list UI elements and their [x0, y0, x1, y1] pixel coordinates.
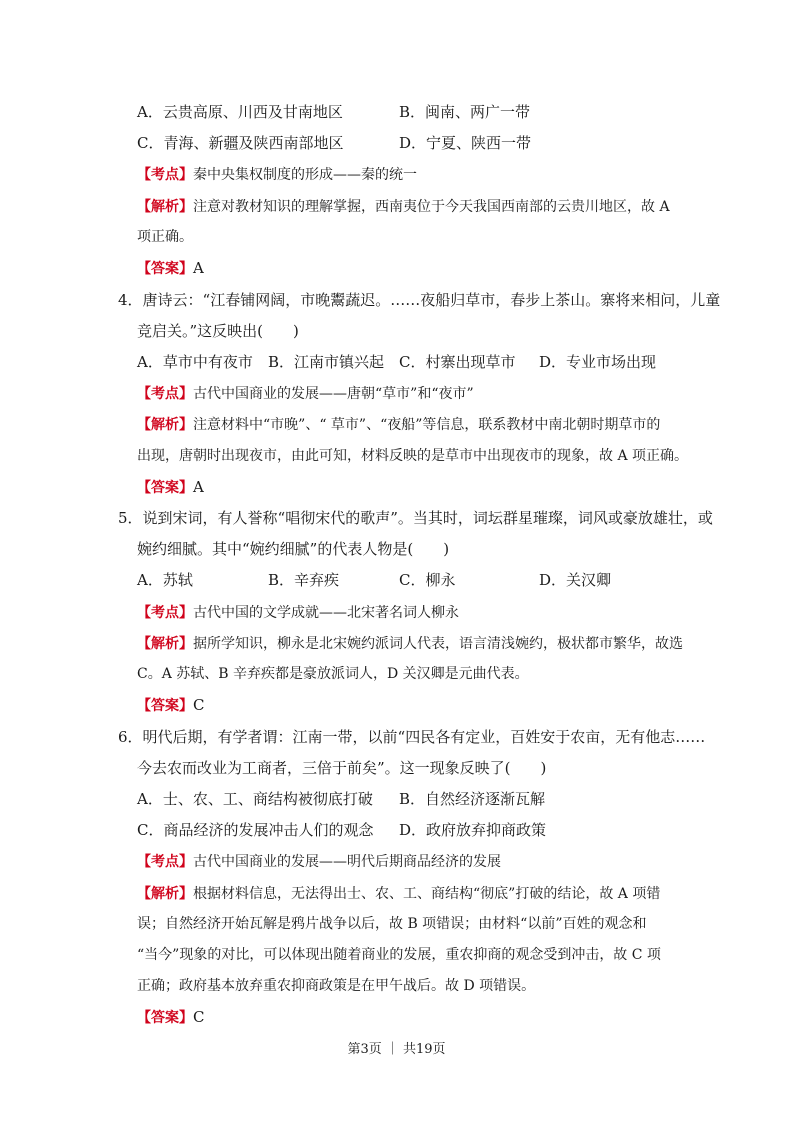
page-footer: 第3页 ｜ 共19页	[347, 1042, 446, 1057]
kaodian-text: 秦中央集权制度的形成——秦的统一	[193, 167, 417, 183]
q6-option-b: B．自然经济逐渐瓦解	[399, 790, 546, 808]
q4-kaodian	[137, 383, 474, 404]
answer-value: A	[193, 259, 204, 277]
kaodian-label: 【考点】	[137, 854, 193, 870]
jiexi-line: “当今”现象的对比，可以体现出随着商业的发展，重农抑商的观念受到冲击，故 C 项	[137, 947, 661, 963]
q4-option-d: D．专业市场出现	[539, 353, 657, 371]
q3-kaodian	[137, 164, 417, 185]
jiexi-label: 【解析】	[137, 636, 193, 652]
q5-stem-line: 婉约细腻。其中“婉约细腻”的代表人物是( )	[137, 540, 450, 558]
kaodian-label: 【考点】	[137, 167, 193, 183]
q5-jiexi	[137, 633, 683, 654]
q5-option-d: D．关汉卿	[539, 571, 612, 589]
jiexi-line: 注意材料中“市晚”、“ 草市”、“夜船”等信息，联系教材中南北朝时期草市的	[193, 417, 661, 433]
q4-stem-line: 4．唐诗云：“江春铺网阔，市晚鬻蔬迟。……夜船归草市，春步上茶山。寨将来相问，儿童	[118, 291, 721, 309]
q6-answer	[137, 1007, 204, 1028]
q3-jiexi	[137, 196, 670, 217]
q3-option-c: C．青海、新疆及陕西南部地区	[137, 134, 344, 152]
q6-stem-line: 6．明代后期，有学者谓：江南一带，以前“四民各有定业，百姓安于农亩，无有他志……	[118, 728, 706, 746]
q3-answer	[137, 258, 204, 279]
q3-option-a: A．云贵高原、川西及甘南地区	[137, 103, 343, 121]
kaodian-text: 古代中国商业的发展——明代后期商品经济的发展	[193, 854, 501, 870]
answer-label: 【答案】	[137, 698, 193, 714]
q5-option-a: A．苏轼	[137, 571, 193, 589]
q6-option-c: C．商品经济的发展冲击人们的观念	[137, 821, 374, 839]
jiexi-label: 【解析】	[137, 199, 193, 215]
q4-option-b: B．江南市镇兴起	[268, 353, 385, 371]
answer-value: C	[193, 696, 205, 714]
jiexi-line: 注意对教材知识的理解掌握，西南夷位于今天我国西南部的云贵川地区，故 A	[193, 199, 670, 215]
q6-jiexi	[137, 883, 660, 904]
q6-option-d: D．政府放弃抑商政策	[399, 821, 547, 839]
q5-option-c: C．柳永	[399, 571, 456, 589]
jiexi-line: 项正确。	[137, 229, 193, 245]
kaodian-label: 【考点】	[137, 605, 193, 621]
q5-kaodian	[137, 602, 459, 623]
answer-value: C	[193, 1008, 205, 1026]
jiexi-line: 出现，唐朝时出现夜市，由此可知，材料反映的是草市中出现夜市的现象，故 A 项正确。	[137, 448, 689, 464]
jiexi-line: 误；自然经济开始瓦解是鸦片战争以后，故 B 项错误；由材料“以前”百姓的观念和	[137, 916, 647, 932]
answer-label: 【答案】	[137, 1010, 193, 1026]
q4-option-a: A．草市中有夜市	[137, 353, 253, 371]
q4-option-c: C．村寨出现草市	[399, 353, 516, 371]
q3-option-d: D．宁夏、陕西一带	[399, 134, 532, 152]
jiexi-line: 正确；政府基本放弃重农抑商政策是在甲午战后。故 D 项错误。	[137, 978, 536, 994]
jiexi-line: 据所学知识，柳永是北宋婉约派词人代表，语言清浅婉约，极状都市繁华，故选	[193, 636, 683, 652]
q6-stem-line: 今去农而改业为工商者，三倍于前矣”。这一现象反映了( )	[137, 759, 547, 777]
jiexi-line: C。A 苏轼、B 辛弃疾都是豪放派词人，D 关汉卿是元曲代表。	[137, 666, 529, 682]
jiexi-label: 【解析】	[137, 417, 193, 433]
kaodian-text: 古代中国商业的发展——唐朝“草市”和“夜市”	[193, 386, 474, 402]
q4-stem-line: 竞启关。”这反映出( )	[137, 322, 299, 340]
q5-stem-line: 5．说到宋词，有人誉称“唱彻宋代的歌声”。当其时，词坛群星璀璨，词风或豪放雄壮，或	[118, 509, 713, 527]
jiexi-label: 【解析】	[137, 886, 193, 902]
q4-jiexi	[137, 414, 660, 435]
kaodian-label: 【考点】	[137, 386, 193, 402]
kaodian-text: 古代中国的文学成就——北宋著名词人柳永	[193, 605, 459, 621]
answer-label: 【答案】	[137, 480, 193, 496]
answer-value: A	[193, 478, 204, 496]
q3-option-b: B．闽南、两广一带	[399, 103, 531, 121]
q5-answer	[137, 695, 204, 716]
answer-label: 【答案】	[137, 261, 193, 277]
q6-kaodian	[137, 851, 501, 872]
jiexi-line: 根据材料信息，无法得出士、农、工、商结构“彻底”打破的结论，故 A 项错	[193, 886, 661, 902]
q4-answer	[137, 477, 204, 498]
q6-option-a: A．士、农、工、商结构被彻底打破	[137, 790, 373, 808]
q5-option-b: B．辛弃疾	[268, 571, 340, 589]
